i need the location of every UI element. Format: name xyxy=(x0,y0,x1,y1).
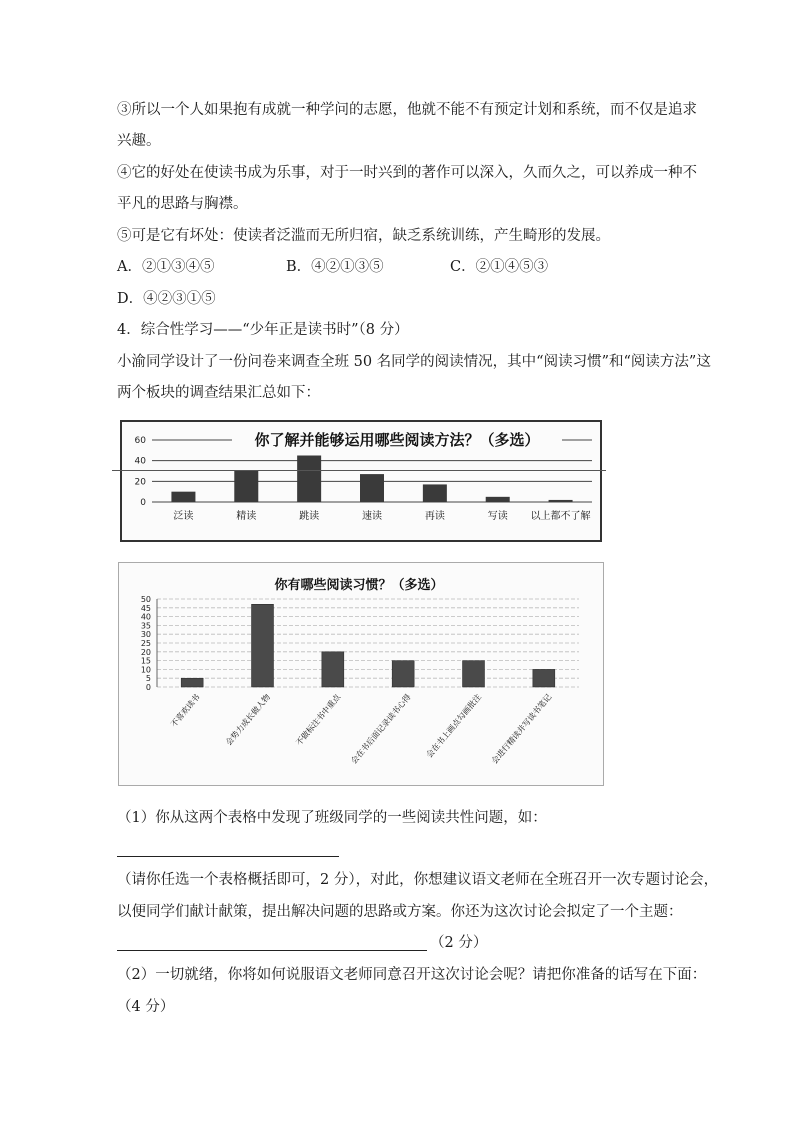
y-tick-label: 45 xyxy=(140,603,151,613)
y-tick-label: 20 xyxy=(140,647,151,657)
x-tick-label: 泛读 xyxy=(173,511,194,522)
question-4-heading: 4．综合性学习——“少年正是读书时”（8 分） xyxy=(117,322,409,338)
x-tick-label: 会在书后面记录读书心得 xyxy=(349,692,413,766)
y-tick-label: 60 xyxy=(134,436,146,446)
bar xyxy=(423,484,447,502)
x-tick-label: 再读 xyxy=(424,511,445,522)
bar xyxy=(533,669,555,687)
x-tick-label: 速读 xyxy=(362,511,382,522)
points-label: （2 分） xyxy=(430,935,488,951)
bar xyxy=(360,474,384,502)
option-a: A．②①③④⑤ xyxy=(117,259,215,275)
bar xyxy=(297,456,321,503)
reading-habits-chart xyxy=(118,562,604,786)
x-tick-label: 不做标注书中重点 xyxy=(294,692,343,748)
y-tick-label: 25 xyxy=(140,639,151,648)
bar xyxy=(549,500,573,502)
y-tick-label: 10 xyxy=(140,665,151,675)
y-tick-label: 50 xyxy=(140,595,151,604)
text-line-4: ④它的好处在使读书成为乐事，对于一时兴到的著作可以深入，久而久之，可以养成一种不 xyxy=(117,165,697,181)
y-tick-label: 15 xyxy=(140,656,151,666)
sub-question-1: （1）你从这两个表格中发现了班级同学的一些阅读共性问题，如： xyxy=(117,810,547,826)
sub-question-2: （2）一切就绪，你将如何说服语文老师同意召开这次讨论会呢？请把你准备的话写在下面： xyxy=(117,967,707,983)
text-line-4-cont: 平凡的思路与胸襟。 xyxy=(117,196,248,212)
x-tick-label: 会势力成长做人物 xyxy=(223,692,273,748)
x-tick-label: 会在书上画点勾画批注 xyxy=(424,692,484,760)
chart-title: 你有哪些阅读习惯？（多选） xyxy=(274,578,444,593)
option-b: B．④②①③⑤ xyxy=(286,259,384,275)
y-tick-label: 5 xyxy=(145,674,151,684)
text-line-3: ③所以一个人如果抱有成就一种学问的志愿，他就不能不有预定计划和系统，而不仅是追求 xyxy=(117,102,697,118)
x-tick-label: 会进行精读并写读书笔记 xyxy=(489,692,554,766)
scan-line xyxy=(112,470,606,471)
bar xyxy=(322,652,344,687)
x-tick-label: 不喜欢读书 xyxy=(169,692,202,729)
text-line-3-cont: 兴趣。 xyxy=(117,133,161,149)
bar xyxy=(171,492,195,502)
y-tick-label: 20 xyxy=(134,477,146,488)
answer-blank-2[interactable] xyxy=(117,950,427,951)
y-tick-label: 40 xyxy=(134,456,146,467)
question-4-intro: 小渝同学设计了一份问卷来调查全班 50 名同学的阅读情况，其中“阅读习惯”和“阅读方法”这 xyxy=(117,354,711,370)
y-tick-label: 0 xyxy=(145,683,151,692)
bar xyxy=(486,497,510,502)
chart-title: 你了解并能够运用哪些阅读方法？（多选） xyxy=(254,431,540,449)
y-tick-label: 0 xyxy=(140,498,146,508)
x-tick-label: 以上都不了解 xyxy=(530,511,591,522)
x-tick-label: 精读 xyxy=(236,511,257,522)
question-4-intro-cont: 两个板块的调查结果汇总如下： xyxy=(117,385,320,401)
reading-methods-chart-svg xyxy=(122,422,600,540)
bar xyxy=(181,678,203,687)
reading-methods-chart xyxy=(120,420,602,542)
y-tick-label: 40 xyxy=(140,612,151,622)
bar xyxy=(252,604,274,687)
y-tick-label: 30 xyxy=(140,630,151,640)
sub-question-1-cont: 以便同学们献计献策，提出解决问题的思路或方案。你还为这次讨论会拟定了一个主题： xyxy=(117,904,683,920)
bar xyxy=(234,471,258,502)
x-tick-label: 跳读 xyxy=(299,511,320,522)
text-line-5: ⑤可是它有坏处：使读者泛滥而无所归宿，缺乏系统训练，产生畸形的发展。 xyxy=(117,228,610,244)
y-tick-label: 35 xyxy=(140,621,151,631)
reading-habits-chart-svg xyxy=(119,563,603,785)
sub-question-1-note: （请你任选一个表格概括即可，2 分），对此，你想建议语文老师在全班召开一次专题讨论会， xyxy=(117,872,719,888)
option-d: D．④②③①⑤ xyxy=(117,291,216,307)
sub-question-2-points: （4 分） xyxy=(117,999,175,1015)
bar xyxy=(463,661,485,687)
answer-blank-1[interactable] xyxy=(117,856,339,857)
option-c: C．②①④⑤③ xyxy=(450,259,549,275)
bar xyxy=(392,661,414,687)
x-tick-label: 写读 xyxy=(487,511,508,522)
